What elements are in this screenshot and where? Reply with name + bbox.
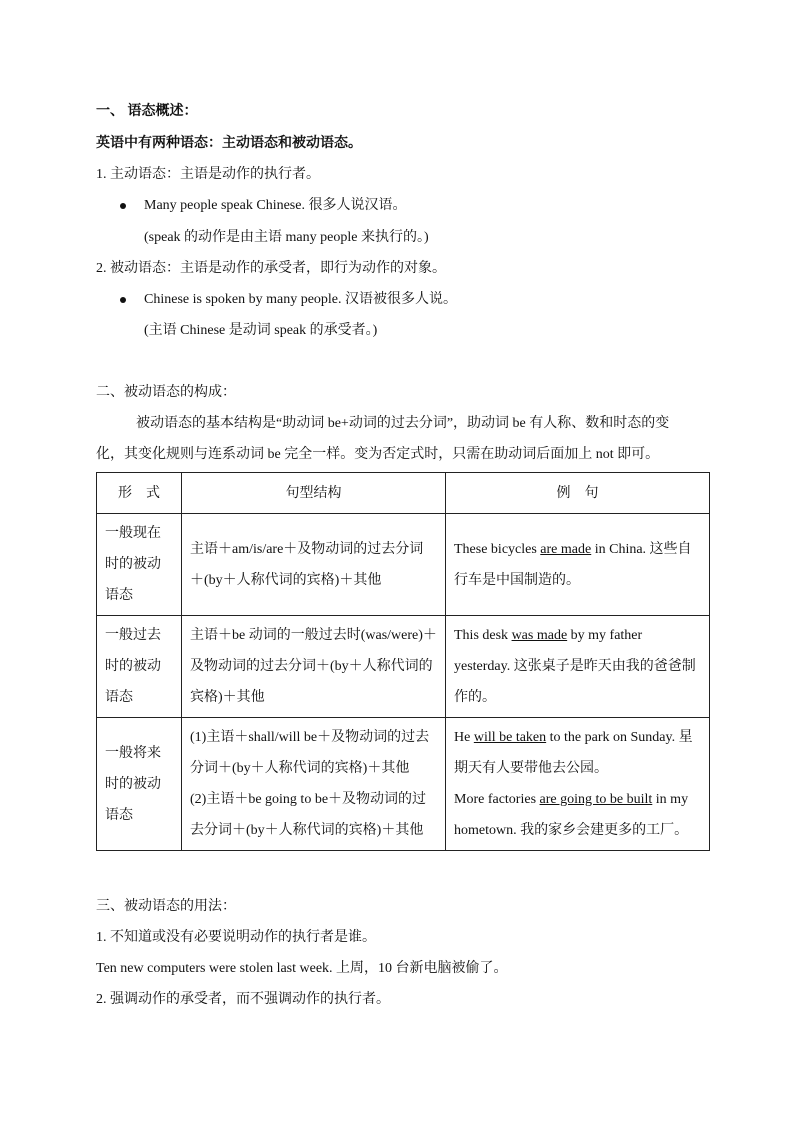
example-cell [446,718,710,851]
passive-note: (主语 Chinese 是动词 speak 的承受者。) [144,323,378,338]
example-text: in China. 这些自行车是中国制造的。 [454,541,692,588]
structure-cell [182,718,446,851]
example-text: More factories [454,792,540,807]
form-cell: 一般将来时的被动语态 [97,718,182,851]
example-cell [446,616,710,718]
usage-item-2: 2. 强调动作的承受者，而不强调动作的执行者。 [96,992,390,1007]
passive-example-item [120,290,457,310]
example-text: This desk [454,628,512,643]
example-underlined: are made [540,541,592,557]
example-text: to the park on Sunday. 星期天有人要带他去公园。 [454,730,693,776]
table-row [97,514,710,616]
form-cell: 一般过去时的被动语态 [97,616,182,718]
table-row [97,718,710,851]
example-underlined: was made [511,628,568,643]
structure-line: (1)主语＋shall/will be＋及物动词的过去分词＋(by＋人称代词的宾格)＋其他 [190,730,430,776]
section2-paragraph-line2: 化，其变化规则与连系动词 be 完全一样。变为否定式时，只需在助动词后面加上 not 即可。 [96,447,660,462]
example-underlined: are going to be built [539,792,653,807]
usage-item-1-example: Ten new computers were stolen last week. 上周，10 台新电脑被偷了。 [96,961,508,976]
section3-heading: 三、被动语态的用法： [96,899,236,914]
table-header-form: 形 式 [97,473,182,514]
table-header-row [97,473,710,514]
usage-item-1: 1. 不知道或没有必要说明动作的执行者是谁。 [96,930,376,945]
example-text: He [454,730,474,745]
example-text: in my hometown. 我的家乡会建更多的工厂。 [454,792,689,838]
structure-cell: 主语＋be 动词的一般过去时(was/were)＋及物动词的过去分词＋(by＋人称代词的宾格)＋其他 [182,616,446,718]
structure-line: (2)主语＋be going to be＋及物动词的过去分词＋(by＋人称代词的宾格)＋其他 [190,792,427,838]
passive-example: Chinese is spoken by many people. 汉语被很多人说。 [144,292,458,307]
example-text: These bicycles [454,541,541,557]
active-example-item [120,196,406,216]
table-header-example: 例 句 [446,473,710,514]
table-header-structure: 句型结构 [182,473,446,514]
section1-heading: 一、 语态概述： [96,104,198,119]
form-cell: 一般现在时的被动语态 [97,514,182,616]
passive-structure-table [96,472,710,851]
active-note: (speak 的动作是由主语 many people 来执行的。) [144,230,429,245]
active-example: Many people speak Chinese. 很多人说汉语。 [144,198,407,213]
section2-heading: 二、被动语态的构成： [96,385,236,400]
section2-paragraph-line1: 被动语态的基本结构是“助动词 be+动词的过去分词”，助动词 be 有人称、数和时态的变 [136,416,670,431]
example-line [454,722,701,784]
bullet-icon [120,203,126,209]
active-voice-title: 1. 主动语态：主语是动作的执行者。 [96,167,320,182]
example-text: by my father yesterday. 这张桌子是昨天由我的爸爸制作的。 [454,628,696,705]
structure-cell: 主语＋am/is/are＋及物动词的过去分词＋(by＋人称代词的宾格)＋其他 [182,514,446,616]
example-cell [446,514,710,616]
example-line [454,784,701,846]
section1-intro: 英语中有两种语态：主动语态和被动语态。 [96,136,362,151]
example-underlined: will be taken [473,730,547,745]
bullet-icon [120,297,126,303]
table-row [97,616,710,718]
passive-voice-title: 2. 被动语态：主语是动作的承受者，即行为动作的对象。 [96,261,446,276]
